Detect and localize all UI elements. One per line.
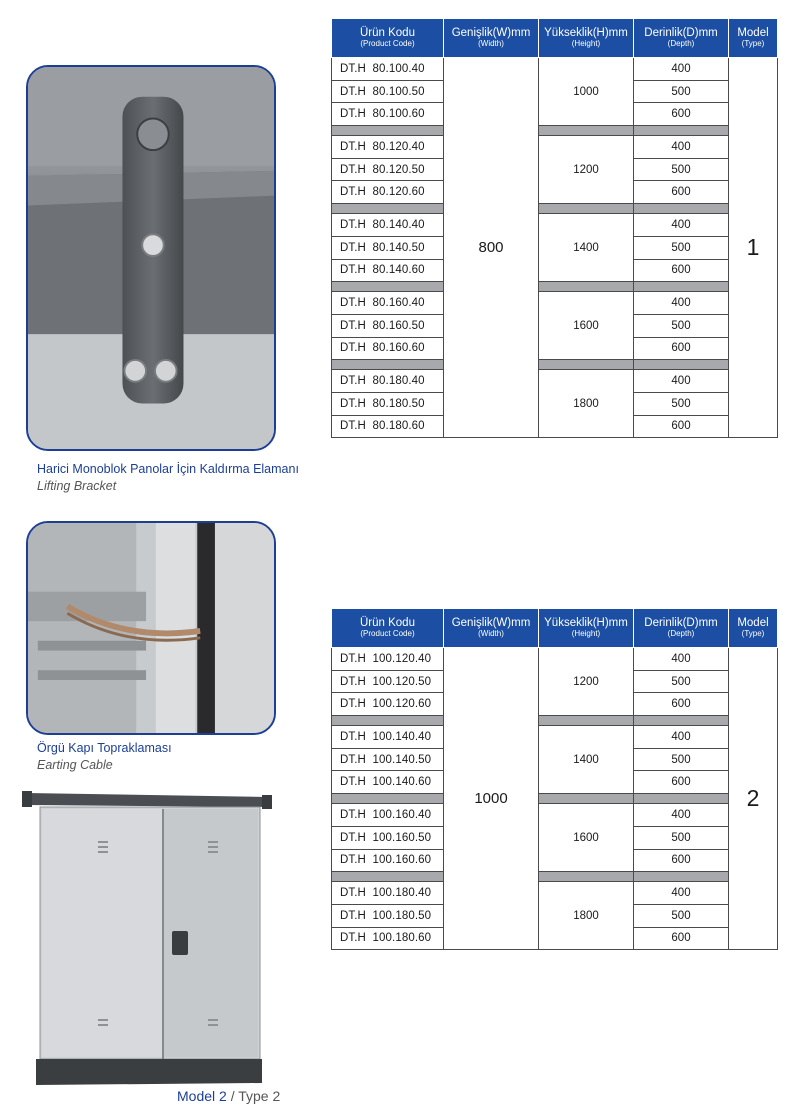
height-cell: 1800 (539, 882, 634, 950)
depth-cell: 500 (634, 158, 729, 181)
model-cell: 2 (729, 648, 778, 950)
product-code-cell: DT.H 80.120.50 (332, 158, 444, 181)
header-depth: Derinlik(D)mm (Depth) (634, 19, 729, 58)
model-caption-en: Type 2 (238, 1088, 281, 1104)
separator-cell (332, 360, 444, 370)
product-code-cell: DT.H 100.140.40 (332, 726, 444, 749)
depth-cell: 500 (634, 826, 729, 849)
depth-cell: 500 (634, 314, 729, 337)
separator-cell (332, 126, 444, 136)
separator-cell (332, 794, 444, 804)
depth-cell: 400 (634, 726, 729, 749)
depth-cell: 500 (634, 236, 729, 259)
depth-cell: 400 (634, 136, 729, 159)
header-product-code: Ürün Kodu (Product Code) (332, 19, 444, 58)
table-row (332, 882, 778, 905)
separator-cell (634, 126, 729, 136)
earthing-cable-photo (26, 521, 276, 735)
separator-cell (634, 716, 729, 726)
table-row (332, 726, 778, 749)
header-height: Yükseklik(H)mm (Height) (539, 609, 634, 648)
group-separator-row (332, 126, 778, 136)
model-caption (177, 1088, 280, 1104)
separator-cell (539, 282, 634, 292)
product-table-model-2 (331, 608, 778, 950)
width-cell: 1000 (444, 648, 539, 950)
product-code-cell: DT.H 100.120.60 (332, 693, 444, 716)
product-table-model-1 (331, 18, 778, 438)
depth-cell: 500 (634, 904, 729, 927)
depth-cell: 400 (634, 804, 729, 827)
separator-cell (332, 716, 444, 726)
earthing-cable-caption-tr: Örgü Kapı Topraklaması (37, 741, 172, 755)
depth-cell: 400 (634, 882, 729, 905)
earthing-cable-caption-en: Earting Cable (37, 758, 113, 772)
height-cell: 1600 (539, 804, 634, 872)
separator-cell (634, 204, 729, 214)
depth-cell: 400 (634, 214, 729, 237)
table-row (332, 292, 778, 315)
table-row (332, 58, 778, 81)
product-code-cell: DT.H 100.180.60 (332, 927, 444, 950)
product-code-cell: DT.H 80.100.60 (332, 103, 444, 126)
height-cell: 1600 (539, 292, 634, 360)
table-row (332, 214, 778, 237)
product-code-cell: DT.H 100.160.50 (332, 826, 444, 849)
product-code-cell: DT.H 80.180.60 (332, 415, 444, 438)
separator-cell (539, 716, 634, 726)
depth-cell: 600 (634, 103, 729, 126)
separator-cell (539, 126, 634, 136)
depth-cell: 400 (634, 370, 729, 393)
product-code-cell: DT.H 80.160.50 (332, 314, 444, 337)
product-code-cell: DT.H 100.140.60 (332, 771, 444, 794)
height-cell: 1000 (539, 58, 634, 126)
depth-cell: 600 (634, 181, 729, 204)
table-row (332, 804, 778, 827)
model-caption-tr: Model 2 (177, 1088, 227, 1104)
depth-cell: 400 (634, 292, 729, 315)
product-code-cell: DT.H 80.180.40 (332, 370, 444, 393)
separator-cell (634, 872, 729, 882)
header-product-code: Ürün Kodu (Product Code) (332, 609, 444, 648)
group-separator-row (332, 282, 778, 292)
product-code-cell: DT.H 100.180.50 (332, 904, 444, 927)
model-cell: 1 (729, 58, 778, 438)
product-code-cell: DT.H 80.140.50 (332, 236, 444, 259)
height-cell: 1400 (539, 214, 634, 282)
depth-cell: 600 (634, 849, 729, 872)
product-code-cell: DT.H 80.100.40 (332, 58, 444, 81)
lifting-bracket-caption-tr: Harici Monoblok Panolar İçin Kaldırma Elamanı (37, 462, 299, 476)
depth-cell: 400 (634, 58, 729, 81)
height-cell: 1200 (539, 136, 634, 204)
product-code-cell: DT.H 100.120.50 (332, 670, 444, 693)
table-row (332, 648, 778, 671)
depth-cell: 600 (634, 927, 729, 950)
product-code-cell: DT.H 80.120.60 (332, 181, 444, 204)
depth-cell: 500 (634, 392, 729, 415)
depth-cell: 600 (634, 259, 729, 282)
header-model: Model (Type) (729, 609, 778, 648)
group-separator-row (332, 794, 778, 804)
width-cell: 800 (444, 58, 539, 438)
header-depth: Derinlik(D)mm (Depth) (634, 609, 729, 648)
depth-cell: 500 (634, 670, 729, 693)
product-code-cell: DT.H 100.180.40 (332, 882, 444, 905)
depth-cell: 500 (634, 80, 729, 103)
separator-cell (332, 872, 444, 882)
product-code-cell: DT.H 80.120.40 (332, 136, 444, 159)
group-separator-row (332, 872, 778, 882)
depth-cell: 600 (634, 415, 729, 438)
group-separator-row (332, 204, 778, 214)
product-code-cell: DT.H 100.120.40 (332, 648, 444, 671)
product-code-cell: DT.H 100.160.60 (332, 849, 444, 872)
table-header-row (332, 609, 778, 648)
product-code-cell: DT.H 80.180.50 (332, 392, 444, 415)
depth-cell: 600 (634, 337, 729, 360)
separator-cell (539, 204, 634, 214)
product-code-cell: DT.H 80.160.60 (332, 337, 444, 360)
height-cell: 1400 (539, 726, 634, 794)
group-separator-row (332, 716, 778, 726)
separator-cell (332, 282, 444, 292)
product-code-cell: DT.H 100.160.40 (332, 804, 444, 827)
table-header-row (332, 19, 778, 58)
separator-cell (634, 794, 729, 804)
header-width: Genişlik(W)mm (Width) (444, 609, 539, 648)
separator-cell (634, 282, 729, 292)
model-caption-separator: / (230, 1088, 235, 1104)
table-row (332, 370, 778, 393)
separator-cell (539, 360, 634, 370)
separator-cell (539, 794, 634, 804)
depth-cell: 400 (634, 648, 729, 671)
product-code-cell: DT.H 80.100.50 (332, 80, 444, 103)
group-separator-row (332, 360, 778, 370)
depth-cell: 600 (634, 771, 729, 794)
header-model: Model (Type) (729, 19, 778, 58)
cabinet-image (22, 783, 272, 1088)
separator-cell (634, 360, 729, 370)
product-code-cell: DT.H 80.160.40 (332, 292, 444, 315)
table-row (332, 136, 778, 159)
lifting-bracket-caption-en: Lifting Bracket (37, 479, 117, 493)
header-width: Genişlik(W)mm (Width) (444, 19, 539, 58)
height-cell: 1200 (539, 648, 634, 716)
product-code-cell: DT.H 80.140.60 (332, 259, 444, 282)
depth-cell: 500 (634, 748, 729, 771)
height-cell: 1800 (539, 370, 634, 438)
lifting-bracket-photo (26, 65, 276, 451)
separator-cell (332, 204, 444, 214)
depth-cell: 600 (634, 693, 729, 716)
separator-cell (539, 872, 634, 882)
product-code-cell: DT.H 100.140.50 (332, 748, 444, 771)
header-height: Yükseklik(H)mm (Height) (539, 19, 634, 58)
product-code-cell: DT.H 80.140.40 (332, 214, 444, 237)
